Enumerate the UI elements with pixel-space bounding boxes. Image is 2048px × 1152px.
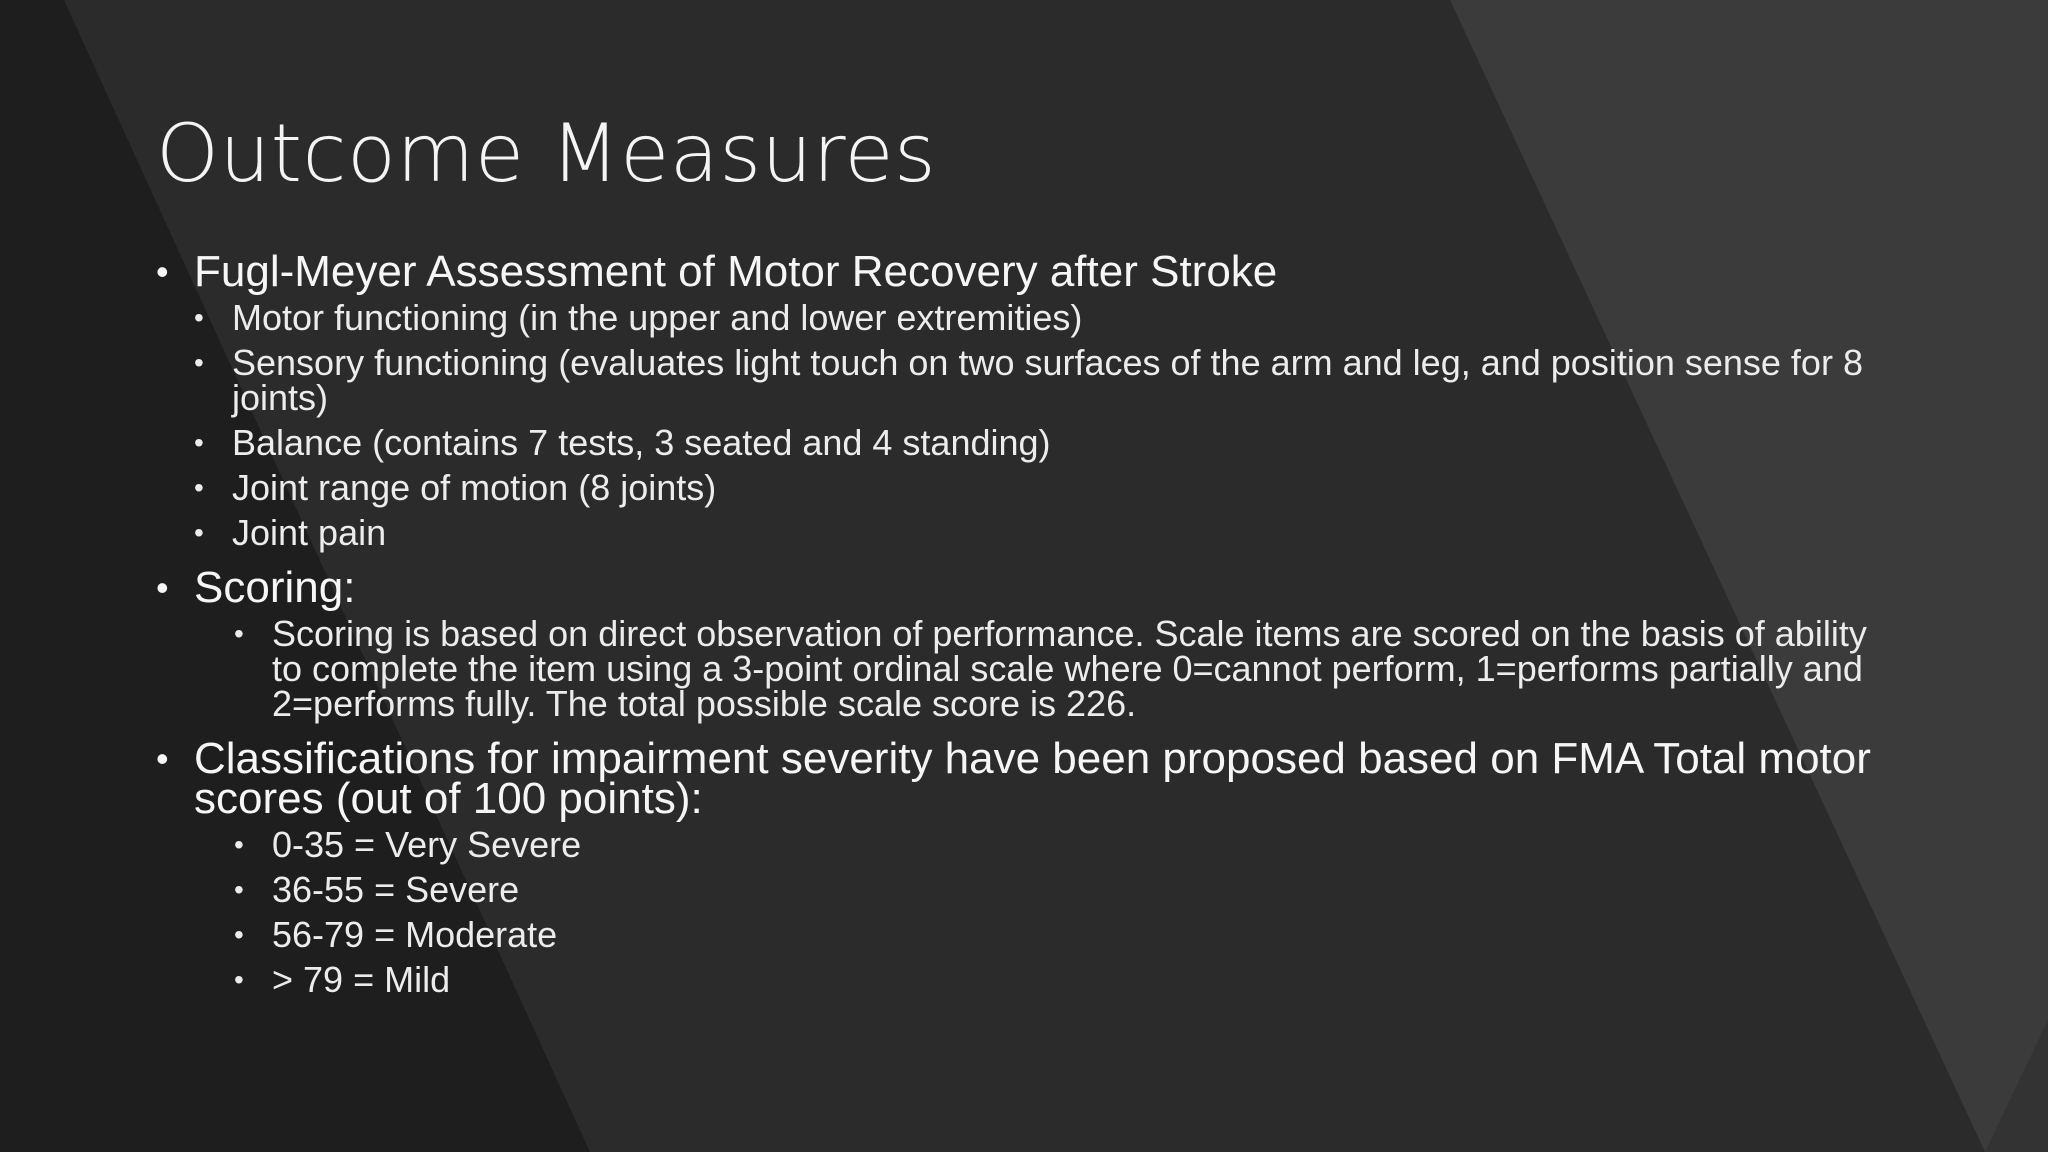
sub-bullet-item: • 56-79 = Moderate	[234, 917, 1896, 952]
bullet-classifications	[156, 734, 1896, 1000]
bullet-scoring	[156, 563, 1896, 724]
bullet-fugl-meyer	[156, 247, 1896, 553]
sub-bullet-item: • Sensory functioning (evaluates light touch on two surfaces of the arm and leg, and position sense for 8 joints)	[194, 345, 1896, 415]
bullet-text: • Fugl-Meyer Assessment of Motor Recovery after Stroke	[194, 247, 1278, 296]
sub-bullet-item: • Scoring is based on direct observation of performance. Scale items are scored on the basis of ability to complete the item using a 3-point ordinal scale where 0=cannot perform, 1=performs partially and 2=performs fully. The total possible scale score is 226.	[234, 616, 1896, 721]
slide-content	[156, 247, 1896, 1000]
bullet-text: • Classifications for impairment severity have been proposed based on FMA Total motor scores (out of 100 points):	[194, 734, 1871, 823]
sub-bullet-item: • 36-55 = Severe	[234, 872, 1896, 907]
sub-bullet-item: • Motor functioning (in the upper and lower extremities)	[194, 300, 1896, 335]
sub-bullet-item: • > 79 = Mild	[234, 962, 1896, 997]
sub-bullet-item: • 0-35 = Very Severe	[234, 827, 1896, 862]
sub-bullet-list	[194, 824, 1896, 1000]
sub-bullet-item: • Joint pain	[194, 515, 1896, 550]
sub-bullet-item: • Balance (contains 7 tests, 3 seated and 4 standing)	[194, 425, 1896, 460]
bullet-text: • Scoring:	[194, 563, 356, 612]
sub-bullet-list	[194, 297, 1896, 553]
bullet-list	[156, 247, 1896, 1000]
slide-title: Outcome Measures	[156, 107, 937, 200]
sub-bullet-item: • Joint range of motion (8 joints)	[194, 470, 1896, 505]
sub-bullet-list	[194, 613, 1896, 724]
